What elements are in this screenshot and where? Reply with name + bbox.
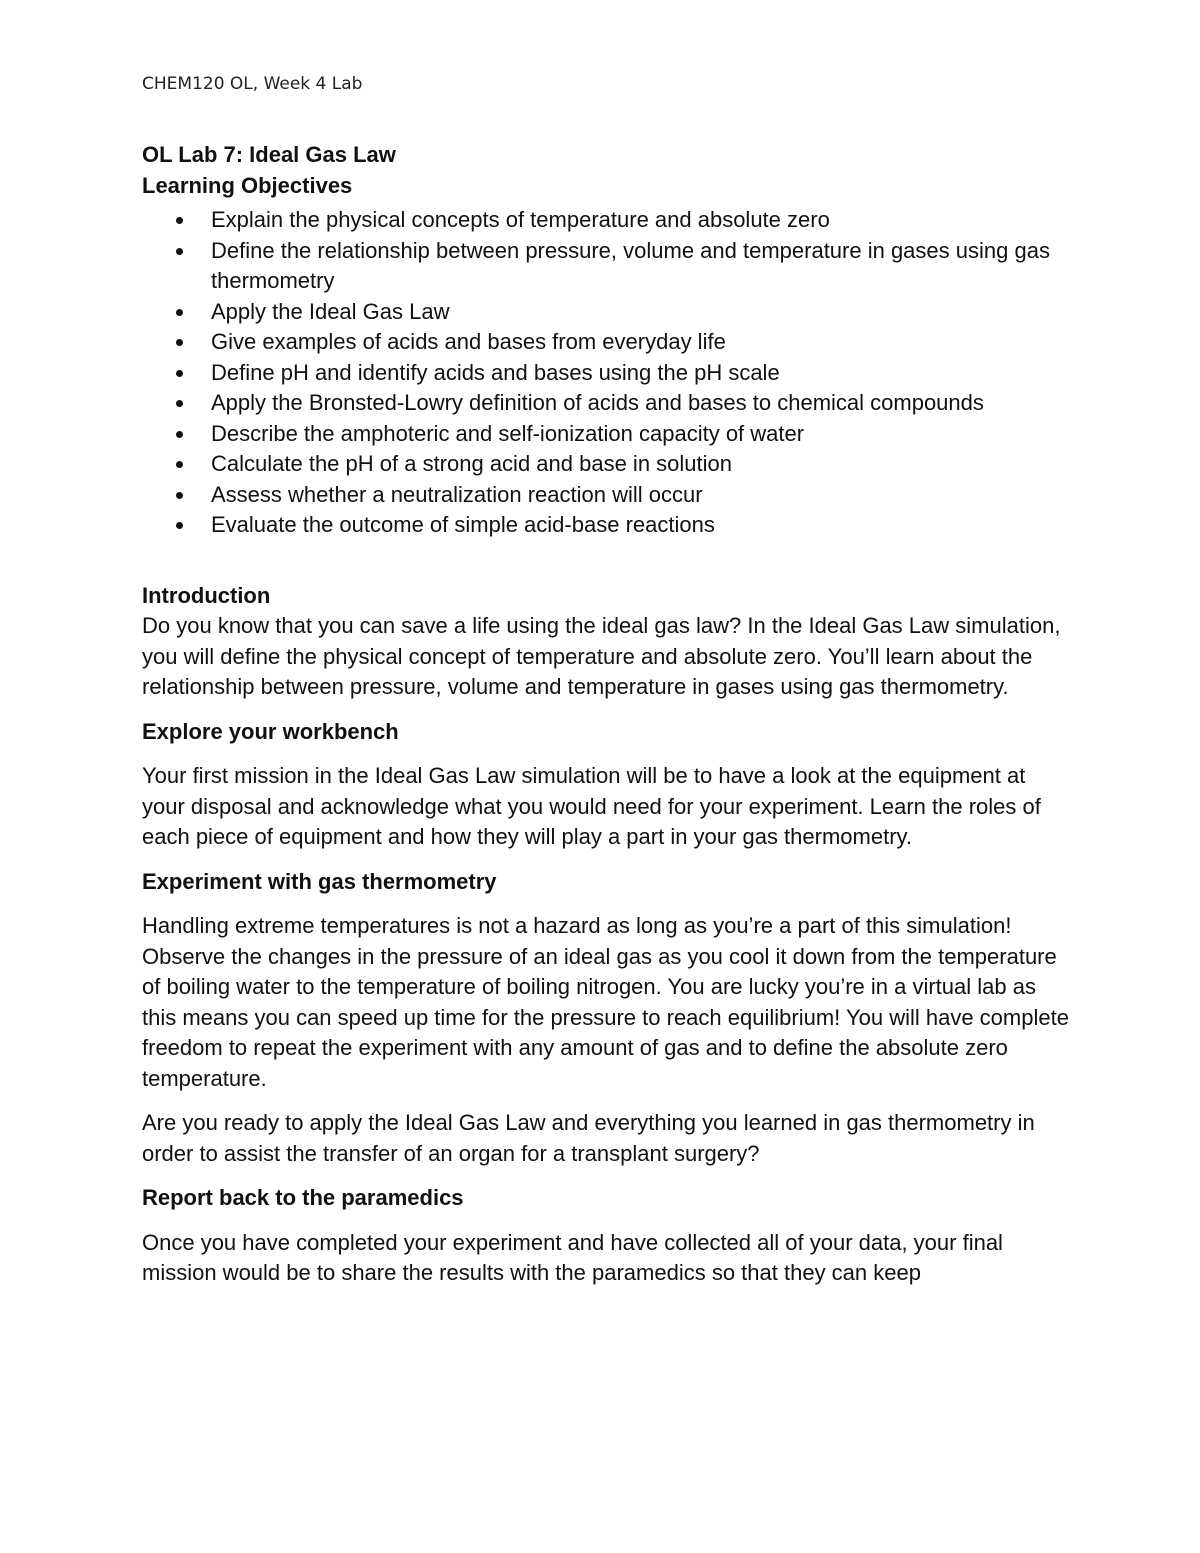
experiment-question: Are you ready to apply the Ideal Gas Law and everything you learned in gas thermometry in order to assist the transfer of an organ for a transplant surgery? bbox=[142, 1110, 1035, 1166]
list-item: Define pH and identify acids and bases using the pH scale bbox=[142, 358, 1072, 389]
list-item: Give examples of acids and bases from everyday life bbox=[142, 327, 1072, 358]
introduction-text: Do you know that you can save a life using the ideal gas law? In the Ideal Gas Law simulation, you will define the physical concept of temperature and absolute zero. You’ll learn about the relationship between pressure, volume and temperature in gases using gas thermometry. bbox=[142, 613, 1061, 699]
report-heading: Report back to the paramedics bbox=[142, 1185, 464, 1210]
bullet-icon bbox=[176, 522, 183, 529]
experiment-heading: Experiment with gas thermometry bbox=[142, 868, 497, 894]
bullet-icon bbox=[176, 431, 183, 438]
workbench-heading: Explore your workbench bbox=[142, 718, 399, 744]
list-item: Describe the amphoteric and self-ionization capacity of water bbox=[142, 419, 1072, 450]
list-item: Assess whether a neutralization reaction will occur bbox=[142, 480, 1072, 511]
bullet-icon bbox=[176, 370, 183, 377]
bullet-icon bbox=[176, 339, 183, 346]
bullet-icon bbox=[176, 492, 183, 499]
experiment-text: Handling extreme temperatures is not a hazard as long as you’re a part of this simulation! Observe the changes in the pressure of an ideal gas as you cool it down from the temperature of boiling water to the temperature of boiling nitrogen. You are lucky you’re in a virtual lab as this means you can speed up time for the pressure to reach equilibrium! You will have complete freedom to repeat the experiment with any amount of gas and to define the absolute zero temperature. bbox=[142, 913, 1069, 1091]
list-item: Explain the physical concepts of temperature and absolute zero bbox=[142, 205, 1072, 236]
list-item: Evaluate the outcome of simple acid-base reactions bbox=[142, 510, 1072, 541]
introduction-heading: Introduction bbox=[142, 582, 271, 608]
objectives-heading: Learning Objectives bbox=[142, 172, 353, 198]
list-item: Apply the Ideal Gas Law bbox=[142, 297, 1072, 328]
objectives-list bbox=[142, 205, 1072, 541]
document-body bbox=[142, 140, 1072, 1289]
running-header: CHEM120 OL, Week 4 Lab bbox=[142, 74, 363, 94]
bullet-icon bbox=[176, 217, 183, 224]
bullet-icon bbox=[176, 400, 183, 407]
bullet-icon bbox=[176, 248, 183, 255]
document-title: OL Lab 7: Ideal Gas Law bbox=[142, 142, 396, 167]
list-item: Define the relationship between pressure, volume and temperature in gases using gas thermometry bbox=[142, 236, 1072, 297]
bullet-icon bbox=[176, 309, 183, 316]
list-item: Calculate the pH of a strong acid and base in solution bbox=[142, 449, 1072, 480]
report-text: Once you have completed your experiment and have collected all of your data, your final mission would be to share the results with the paramedics so that they can keep bbox=[142, 1229, 1003, 1285]
workbench-text: Your first mission in the Ideal Gas Law simulation will be to have a look at the equipment at your disposal and acknowledge what you would need for your experiment. Learn the roles of each piece of equipment and how they will play a part in your gas thermometry. bbox=[142, 763, 1041, 849]
list-item: Apply the Bronsted-Lowry definition of acids and bases to chemical compounds bbox=[142, 388, 1072, 419]
bullet-icon bbox=[176, 461, 183, 468]
